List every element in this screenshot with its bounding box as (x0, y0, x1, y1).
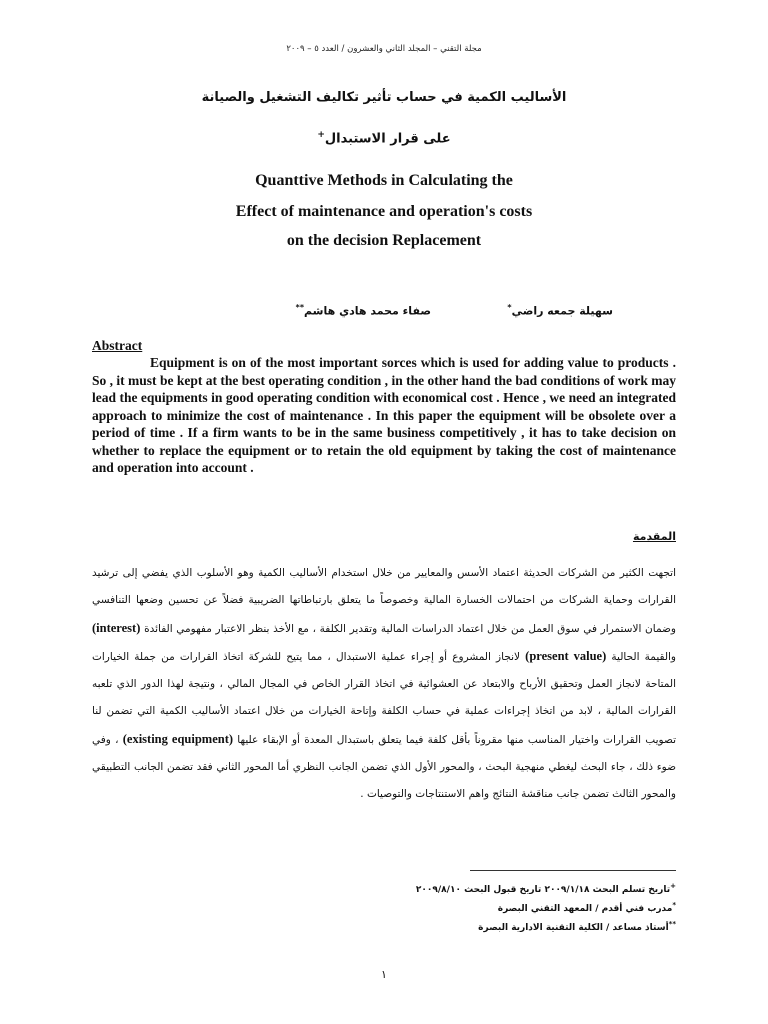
author-1-mark: * (507, 303, 512, 312)
introduction-part-3: لانجاز المشروع أو إجراء عملية الاستبدال ، مما يتيح للشركة اتخاذ القرارات من جملة الخيارات المتاحة لانجاز العمل وتحقيق الأرباح والابتعاد عن العشوائية في اتخاذ القرار الخاص في المجال المالي ، ونتيجة لهذا الدور الذي تلعبه القرارات المالية ، لابد من اتخاذ إجراءات عملية في حساب الكلفة وإتاحة الخيارات من خلال اعتماد الأساليب الكمية التي تضمن لنا تصويب القرارات واختيار المناسب منها مقروناً بأقل كلفة فيما يتعلق باستبدال المعدة أو الإبقاء عليها (92, 650, 676, 746)
footnote-1-text: تاريخ تسلم البحث ٢٠٠٩/١/١٨ تاريخ قبول البحث ٢٠٠٩/٨/١٠ (415, 885, 671, 895)
introduction-part-2: والقيمة الحالية (611, 650, 677, 663)
author-2 (296, 303, 431, 318)
footnote-1 (416, 882, 676, 895)
term-existing-equipment: (existing equipment) (122, 731, 234, 746)
introduction-part-4: ، وفي ضوء ذلك ، جاء البحث ليغطي منهجية البحث ، والمحور الأول الذي تضمن الجانب النظري أما المحور الثاني فقد تضمن الجانب التطبيقي والمحور الثالث تضمن جانب مناقشة النتائج واهم الاستنتاجات والتوصيات . (92, 733, 676, 801)
footnote-1-mark: + (670, 882, 676, 890)
arabic-title-line-2 (0, 130, 768, 146)
introduction-heading: المقدمة (632, 530, 676, 543)
footnote-2 (498, 901, 676, 914)
arabic-title-footnote-mark: + (317, 130, 325, 140)
footnote-2-text: مدرب فني أقدم / المعهد التقني البصرة (497, 904, 673, 914)
footnote-separator (470, 870, 676, 871)
footnote-3-mark: ** (668, 920, 676, 928)
page-number: ١ (381, 968, 387, 981)
footnote-3 (478, 920, 676, 933)
english-title-line-1: Quanttive Methods in Calculating the (255, 172, 513, 189)
arabic-title-line-2-text: على قرار الاستبدال (324, 131, 451, 147)
abstract-text: Equipment is on of the most important sorces which is used for adding value to products . So , it must be kept at the best operating condition , in the other hand the bad conditions of work may lead the equipments in good operating condition with economical cost . Hence , we need an integrated approach to minimize the cost of maintenance . In this paper the equipment will be obsolete over a period of time . If a firm wants to be in the same business competitively , it has to take decision on whether to replace the equipment or to retain the old equipment by taking the cost of maintenance and operation into account . (92, 355, 676, 475)
abstract-heading: Abstract (92, 338, 143, 353)
term-interest: (interest) (92, 620, 141, 635)
footnote-2-mark: * (672, 901, 676, 909)
author-2-mark: ** (295, 303, 305, 312)
arabic-title-line-1: الأساليب الكمية في حساب تأثير تكاليف التشغيل والصيانة (201, 90, 567, 105)
author-2-name: صفاء محمد هادي هاشم (304, 304, 431, 318)
term-present-value: (present value) (525, 648, 607, 663)
author-1-name: سهيلة جمعه راضي (511, 304, 613, 318)
english-title-line-2: Effect of maintenance and operation's costs (235, 203, 533, 220)
running-head: مجلة التقني – المجلد الثاني والعشرون / العدد ٥ – ٢٠٠٩ (286, 44, 482, 54)
english-title-line-3: on the decision Replacement (286, 232, 482, 249)
introduction-part-1: اتجهت الكثير من الشركات الحديثة اعتماد الأسس والمعايير من خلال استخدام الأساليب الكمية وهو الأسلوب الذي يفضي إلى ترشيد القرارات وحماية الشركات من احتمالات الخسارة المالية وخصوصاً ما يتعلق بارتباطاتها الضريبية فضلاً عن تحسين وضعها التنافسي وضمان الاستمرار في سوق العمل من خلال اعتماد الدراسات المالية وتقدير الكلفة ، مع الأخذ بنظر الاعتبار مفهومي الفائدة (92, 567, 677, 635)
footnote-3-text: أستاذ مساعد / الكلية التقنية الادارية البصرة (478, 923, 669, 933)
introduction-text (92, 560, 676, 809)
author-1 (507, 303, 613, 318)
